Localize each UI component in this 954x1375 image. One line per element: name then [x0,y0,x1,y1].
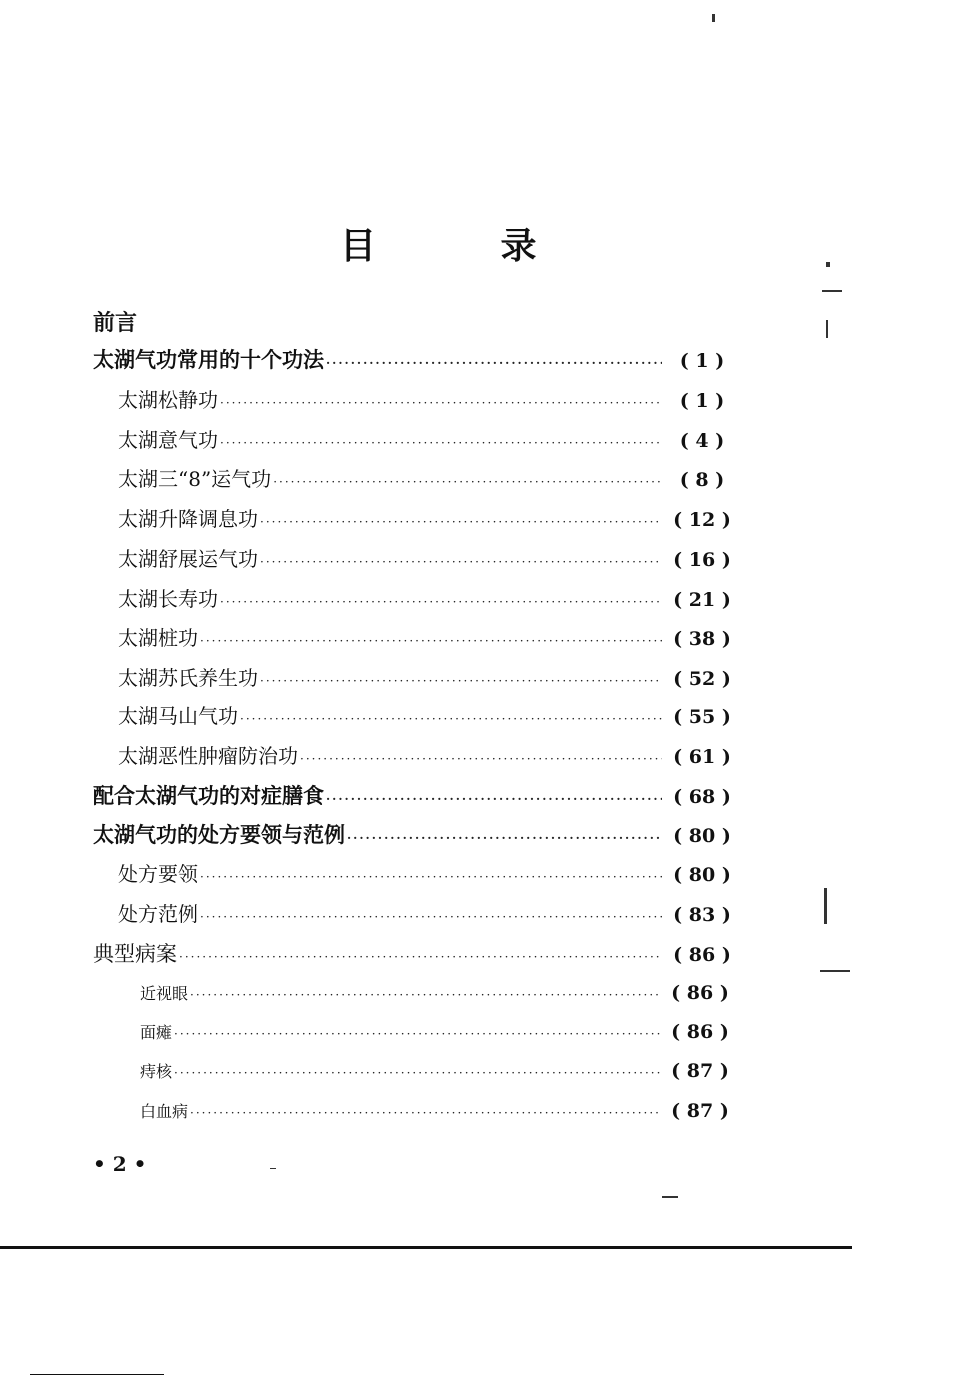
footer-page-number: • 2 • [93,1152,147,1176]
toc-entry-title: 典型病案 [93,942,177,966]
toc-entry-page: ( 83 ) [673,904,731,926]
toc-entry [118,583,740,615]
toc-dot-leader [200,625,662,657]
toc-entry-page: ( 61 ) [673,746,731,768]
bottom-rule [0,1246,852,1249]
toc-entry-page: ( 87 ) [671,1100,729,1122]
toc-entry [118,740,740,772]
toc-entry-page: ( 12 ) [673,509,731,531]
scan-speck [826,262,830,267]
toc-entry [118,424,740,456]
toc-entry-page: ( 52 ) [673,668,731,690]
page-title: 目 录 [340,225,593,267]
toc-dot-leader [179,941,662,973]
scan-speck [270,1168,276,1169]
toc-entry-page: ( 1 ) [679,350,725,372]
toc-entry [93,819,740,851]
toc-dot-leader [300,743,662,775]
toc-dot-leader [174,1057,660,1089]
toc-entry [118,898,740,930]
toc-entry-page: ( 1 ) [679,390,725,412]
toc-entry [93,780,740,812]
toc-entry-page: ( 86 ) [671,982,729,1004]
toc-entry-page: ( 16 ) [673,549,731,571]
toc-dot-leader [260,665,662,697]
toc-dot-leader [200,861,662,893]
toc-entry-title: 太湖桩功 [118,626,198,650]
toc-entry [118,858,740,890]
scan-speck [824,888,827,924]
toc-entry [118,662,740,694]
scan-speck [712,14,715,22]
toc-entry-title: 太湖三“8”运气功 [118,467,272,491]
toc-entry-page: ( 86 ) [673,944,731,966]
toc-dot-leader [200,901,662,933]
toc-dot-leader [260,546,662,578]
toc-entry-page: ( 68 ) [673,786,731,808]
toc-entry-title: 太湖长寿功 [118,587,218,611]
toc-dot-leader [326,347,662,379]
toc-entry [93,938,740,970]
toc-entry-title: 太湖松静功 [118,388,218,412]
toc-entry-title: 配合太湖气功的对症膳食 [93,783,324,808]
toc-dot-leader [220,586,662,618]
toc-dot-leader [240,703,662,735]
toc-entry [140,1016,738,1048]
toc-entry [118,543,740,575]
toc-entry-title: 太湖气功的处方要领与范例 [93,822,345,847]
toc-entry-title: 面瘫 [140,1023,173,1042]
toc-dot-leader [273,466,662,498]
toc-entry [140,1055,738,1087]
toc-entry-page: ( 38 ) [673,628,731,650]
toc-entry-page: ( 4 ) [679,430,725,452]
toc-entry-page: ( 8 ) [679,469,725,491]
scan-speck [820,970,850,972]
toc-entry-title: 太湖苏氏养生功 [118,666,258,690]
toc-entry [140,1095,738,1127]
toc-dot-leader [190,1097,660,1129]
scan-speck [662,1196,678,1198]
toc-entry-page: ( 80 ) [673,825,731,847]
toc-entry-page: ( 21 ) [673,589,731,611]
scan-speck [826,320,828,338]
toc-entry [118,622,740,654]
toc-entry-title: 近视眼 [140,984,189,1003]
toc-dot-leader [220,387,662,419]
toc-entry-title: 处方范例 [118,902,198,926]
toc-entry [118,503,740,535]
toc-entry [93,344,740,376]
toc-entry [118,384,740,416]
toc-entry-title: 太湖马山气功 [118,704,238,728]
toc-entry-page: ( 86 ) [671,1021,729,1043]
toc-entry-page: ( 87 ) [671,1060,729,1082]
toc-entry-page: ( 55 ) [673,706,731,728]
toc-entry [118,463,740,495]
toc-entry-title: 太湖恶性肿瘤防治功 [118,744,298,768]
toc-entry-title: 白血病 [140,1102,189,1121]
toc-entry-page: ( 80 ) [673,864,731,886]
toc-dot-leader [260,506,662,538]
toc-entry-title: 太湖升降调息功 [118,507,258,531]
toc-dot-leader [347,822,662,854]
toc-dot-leader [190,979,660,1011]
toc-entry-title: 痔核 [140,1062,173,1081]
preface-heading: 前言 [93,310,138,336]
toc-entry-title: 处方要领 [118,862,198,886]
toc-entry-title: 太湖意气功 [118,428,218,452]
toc-dot-leader [174,1018,660,1050]
scan-speck [822,290,842,292]
toc-entry [118,700,740,732]
toc-entry [140,977,738,1009]
toc-entry-title: 太湖舒展运气功 [118,547,258,571]
toc-dot-leader [326,783,662,815]
toc-entry-title: 太湖气功常用的十个功法 [93,347,324,372]
toc-dot-leader [220,427,662,459]
